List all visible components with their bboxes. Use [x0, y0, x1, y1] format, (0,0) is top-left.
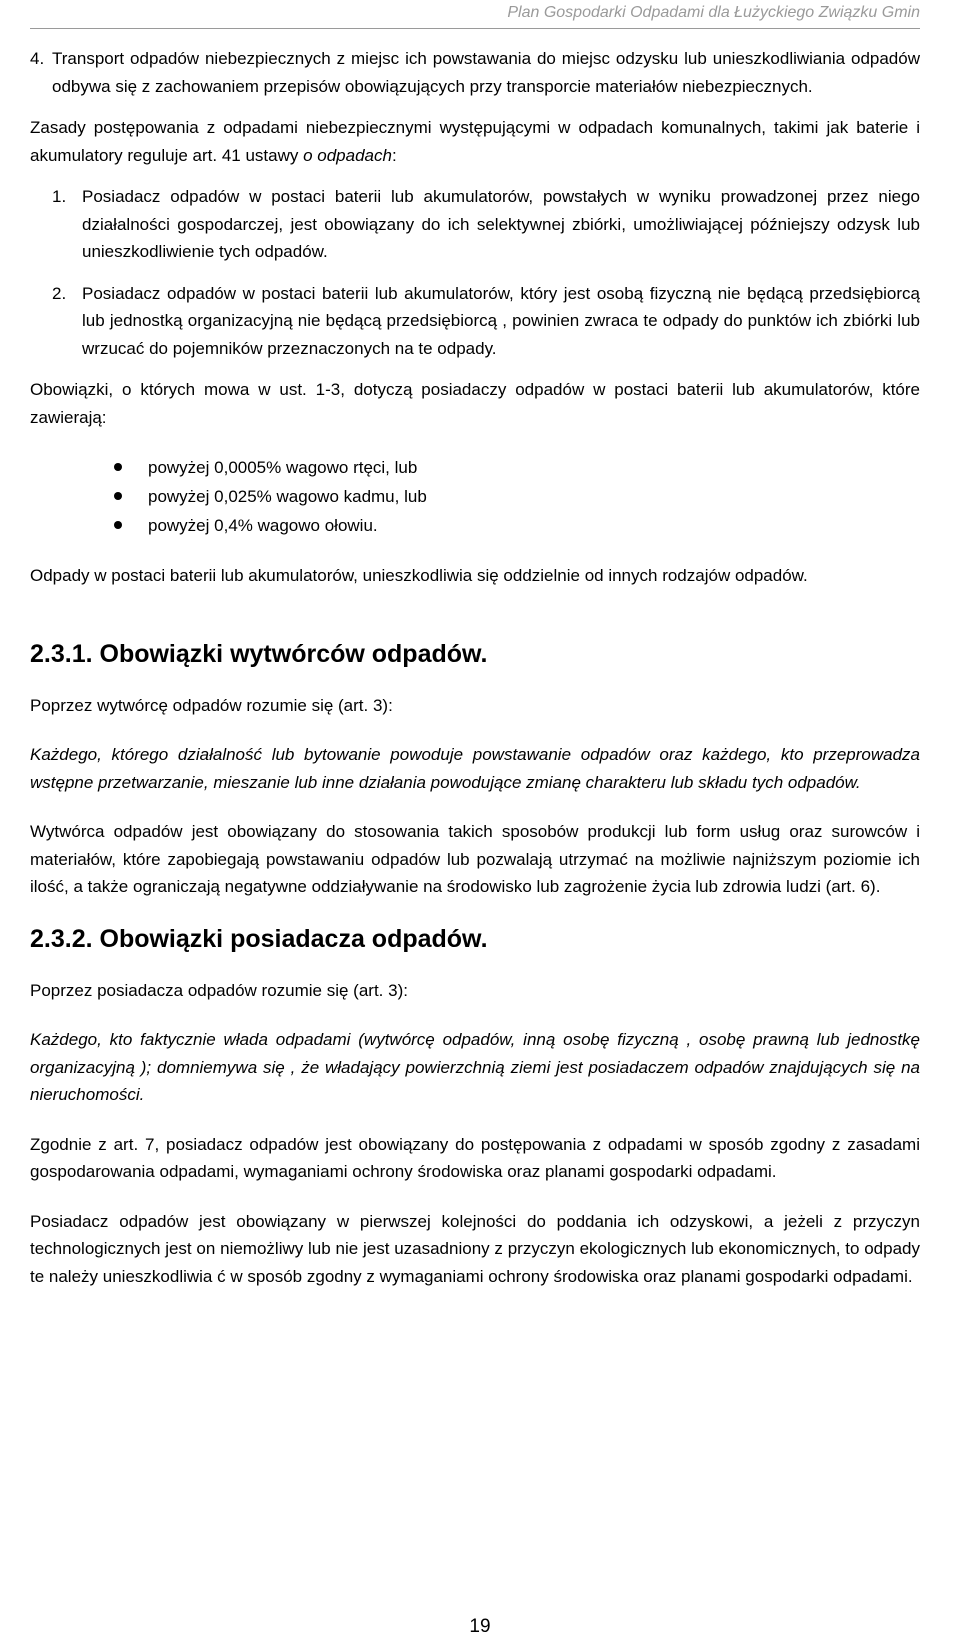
batteries-intro — [30, 114, 920, 169]
section-heading-231: 2.3.1. Obowiązki wytwórców odpadów. — [30, 639, 488, 668]
list-item: powyżej 0,025% wagowo kadmu, lub — [148, 482, 920, 511]
obligations-paragraph: Obowiązki, o których mowa w ust. 1-3, dotyczą posiadaczy odpadów w postaci baterii lub akumulatorów, które zawierają: — [30, 380, 920, 427]
content-limits-list — [30, 453, 920, 540]
running-header: Plan Gospodarki Odpadami dla Łużyckiego Związku Gmin — [30, 0, 920, 29]
page-content — [30, 45, 920, 1290]
producer-definition-intro: Poprzez wytwórcę odpadów rozumie się (art. 3): — [30, 695, 393, 715]
battery-rule-1-text: Posiadacz odpadów w postaci baterii lub akumulatorów, powstałych w wyniku prowadzonej przez niego działalności gospodarczej, jest obowiązany do ich selektywnej zbiórki, umożliwiającej późniejszy odzysk lub unieszkodliwienie tych odpadów. — [82, 187, 920, 261]
batteries-intro-end: : — [391, 145, 397, 165]
intro-item-number: 4. — [30, 49, 45, 68]
page-number: 19 — [469, 1616, 491, 1637]
battery-rule-2-text: Posiadacz odpadów w postaci baterii lub akumulatorów, który jest osobą fizyczną nie będącą przedsiębiorcą lub jednostką organizacyjną nie będącą przedsiębiorcą , powinien zwraca te odpady do punktów ich zbiórki lub wrzucać do pojemników przeznaczonych na te odpady. — [82, 283, 920, 358]
battery-rule-2 — [30, 280, 920, 363]
holder-recovery-paragraph: Posiadacz odpadów jest obowiązany w pierwszej kolejności do poddania ich odzyskowi, a jeżeli z przyczyn technologicznych jest on niemożliwy lub nie jest uzasadniony z przyczyn ekologicznych lub ekonomicznych, to odpady te należy unieszkodliwia ć w sposób zgodny z wymaganiami ochrony środowiska oraz planami gospodarki odpadami. — [30, 1211, 920, 1286]
separate-disposal-paragraph: Odpady w postaci baterii lub akumulatorów, unieszkodliwia się oddzielnie od innych rodzajów odpadów. — [30, 566, 808, 585]
list-item: powyżej 0,4% wagowo ołowiu. — [148, 511, 920, 540]
intro-item-text: Transport odpadów niebezpiecznych z miejsc ich powstawania do miejsc odzysku lub unieszkodliwiania odpadów odbywa się z zachowaniem przepisów obowiązujących przy transporcie materiałów niebezpiecznych. — [52, 49, 920, 96]
battery-rule-2-number: 2. — [52, 283, 67, 303]
producer-definition: Każdego, którego działalność lub bytowanie powoduje powstawanie odpadów oraz każdego, kto przeprowadza wstępne przetwarzanie, mieszanie lub inne działania powodujące zmianę charakteru lub składu tych odpadów. — [30, 745, 920, 792]
holder-art7-paragraph: Zgodnie z art. 7, posiadacz odpadów jest obowiązany do postępowania z odpadami w sposób zgodny z zasadami gospodarowania odpadami, wymaganiami ochrony środowiska oraz planami gospodarki odpadami. — [30, 1134, 920, 1181]
battery-rule-1 — [30, 183, 920, 266]
holder-definition-intro: Poprzez posiadacza odpadów rozumie się (art. 3): — [30, 980, 408, 1000]
producer-obligation: Wytwórca odpadów jest obowiązany do stosowania takich sposobów produkcji lub form usług oraz surowców i materiałów, które zapobiegają powstawaniu odpadów lub pozwalają utrzymać na możliwie najniższym poziomie ich ilość, a także ograniczają negatywne oddziaływanie na środowisko lub zagrożenie życia lub zdrowia ludzi (art. 6). — [30, 822, 920, 896]
section-heading-232: 2.3.2. Obowiązki posiadacza odpadów. — [30, 924, 488, 953]
intro-item — [30, 45, 920, 100]
batteries-intro-text: Zasady postępowania z odpadami niebezpiecznymi występującymi w odpadach komunalnych, takimi jak baterie i akumulatory reguluje art. 41 ustawy — [30, 118, 920, 165]
act-name: o odpadach — [303, 145, 392, 165]
holder-definition: Każdego, kto faktycznie włada odpadami (wytwórcę odpadów, inną osobę fizyczną , osobę prawną lub jednostkę organizacyjną ); domniemywa się , że władający powierzchnią ziemi jest posiadaczem odpadów znajdujących się na nieruchomości. — [30, 1030, 920, 1104]
battery-rule-1-number: 1. — [52, 187, 67, 206]
list-item: powyżej 0,0005% wagowo rtęci, lub — [148, 453, 920, 482]
